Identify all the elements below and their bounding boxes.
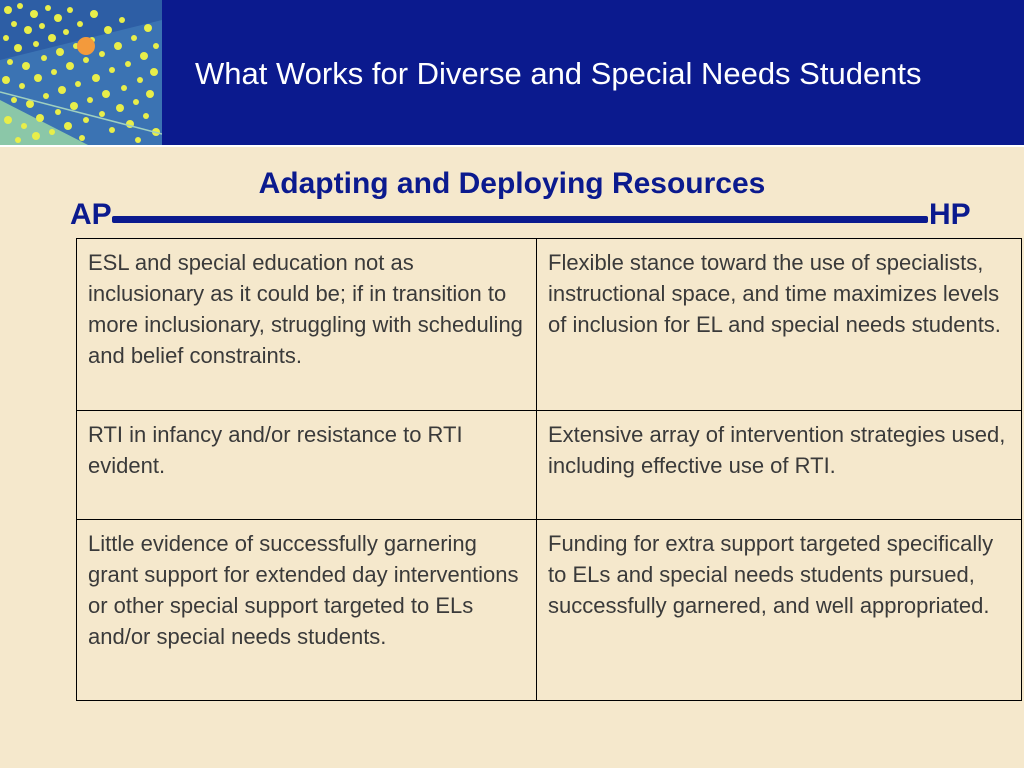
slide-title: What Works for Diverse and Special Needs Students (195, 56, 922, 91)
ap-cell: Little evidence of successfully garnering grant support for extended day interventions or other special support targeted to ELs and/or special needs students. (77, 520, 537, 701)
table-row (77, 411, 1022, 520)
table-row (77, 520, 1022, 701)
header-banner (0, 0, 1024, 146)
ap-cell: RTI in infancy and/or resistance to RTI evident. (77, 411, 537, 520)
header-divider (0, 145, 1024, 147)
dots-pattern-graphic (0, 0, 162, 146)
hp-cell: Flexible stance toward the use of specialists, instructional space, and time maximizes levels of inclusion for EL and special needs students. (537, 239, 1022, 411)
scale-line (112, 216, 928, 223)
ap-cell: ESL and special education not as inclusionary as it could be; if in transition to more inclusionary, struggling with scheduling and belief constraints. (77, 239, 537, 411)
hp-cell: Funding for extra support targeted specifically to ELs and special needs students pursued, successfully garnered, and well appropriated. (537, 520, 1022, 701)
scale-left-label: AP (70, 198, 112, 231)
comparison-table (76, 238, 1022, 701)
scale-right-label: HP (929, 198, 971, 231)
hp-cell: Extensive array of intervention strategies used, including effective use of RTI. (537, 411, 1022, 520)
section-subtitle (0, 164, 1024, 204)
table-row (77, 239, 1022, 411)
subtitle-text: Adapting and Deploying Resources (258, 167, 766, 200)
decorative-dots-image (0, 0, 162, 146)
